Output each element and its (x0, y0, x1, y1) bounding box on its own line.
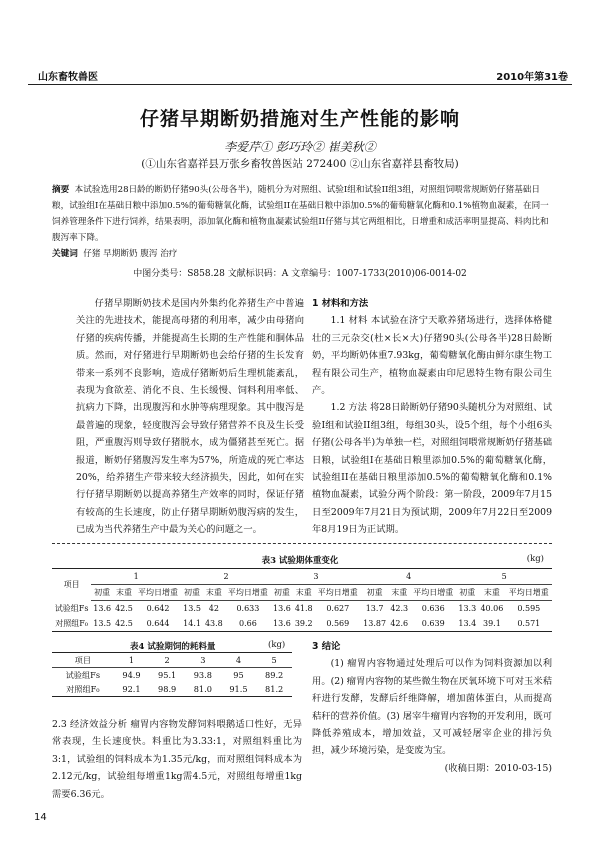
issue-info: 2010年第31卷 (496, 72, 568, 83)
article-title: 仔猪早期断奶措施对生产性能的影响 (139, 108, 460, 130)
table-cell: 13.6 (93, 604, 112, 613)
table-cell: 42.6 (388, 616, 410, 632)
table-cell: 13.5 (183, 604, 201, 613)
page-number: 14 (34, 812, 47, 823)
table-cell: 41.8 (294, 604, 313, 613)
conclusion-section (312, 638, 552, 777)
table3-subheader: 初重 (91, 585, 113, 601)
table3-subheader: 平均日增重 (225, 585, 271, 601)
table-cell: 42.3 (390, 604, 409, 613)
table-cell: 95.1 (158, 670, 177, 680)
table4-header: 5 (256, 653, 292, 668)
keywords-text: 仔猪 早期断奶 腹泻 治疗 (83, 249, 178, 259)
classification-line: 中图分类号：S858.28 文献标识码：A 文章编号：1007-1733(2010)06-0014-02 (133, 269, 467, 279)
table3-subheader: 末重 (388, 585, 410, 601)
table-cell: 91.5 (221, 682, 257, 697)
abstract-text: 本试验选用28日龄的断奶仔猪90头(公母各半)，随机分为对照组、试验I组和试验II组3组，对照组饲喂常规断奶仔猪基础日粮，试验组I在基础日粮中添加0.5%的葡萄糖氧化酶，试验组II在基础日粮中添加0.5%的葡萄糖氧化酶和0.1%植物血凝素，在同一饲养管理条件下进行饲养，结果表明，添加氧化酶和植物血凝素试验组II仔猪与其它两组相比，日增重和成活率明显提高、料肉比和腹泻率下降。 (52, 185, 549, 243)
table3-subheader: 平均日增重 (135, 585, 181, 601)
table3-group: 1 (91, 569, 181, 585)
table-cell: 0.636 (421, 604, 445, 613)
section-divider (52, 543, 552, 544)
journal-name: 山东畜牧兽医 (38, 72, 98, 83)
keywords-label: 关键词 (52, 249, 78, 259)
table-cell: 40.06 (480, 604, 504, 613)
table-row (52, 668, 292, 683)
table3-subheader: 初重 (456, 585, 478, 601)
table4-header: 项目 (52, 653, 114, 668)
table-cell: 92.1 (114, 682, 150, 697)
intro-paragraph: 仔猪早期断奶技术是国内外集约化养猪生产中普遍关注的先进技术，能提高母猪的利用率，减少由母猪向仔猪的疾病传播，并能提高生长期的生产性能和胴体品质。然而，对仔猪进行早期断奶也会给仔猪的生长发育带来一系列不良影响，造成仔猪断奶后生理机能紊乱，表现为食欲差、消化不良、生长缓慢、饲料利用率低、抗病力下降，出现腹泻和水肿等病理现象。其中腹泻是最普遍的现象，轻度腹泻会导致仔猪营养不良及生长受阻，严重腹泻则导致仔猪脱水，成为僵猪甚至死亡。据报道，断奶仔猪腹泻发生率为57%，所造成的死亡率达20%，给养猪生产带来较大经济损失，因此，如何在实行仔猪早期断奶以提高养猪生产效率的同时，保证仔猪有较高的生长速度，防止仔猪早期断奶腹泻病的发生，已成为当代养猪生产中最为关心的问题之一。 (76, 298, 304, 536)
methods-heading: 1 材料和方法 (312, 298, 369, 309)
table-cell: 0.644 (135, 616, 181, 632)
running-header (28, 68, 572, 84)
table3-row-header: 项目 (52, 569, 91, 601)
table-cell: 13.87 (361, 616, 388, 632)
table-row (52, 616, 552, 632)
table-cell: 81.0 (185, 682, 221, 697)
methods-column (312, 295, 552, 539)
table3-row-label: 对照组F₀ (52, 616, 91, 632)
table3-subheader: 初重 (361, 585, 388, 601)
table4-header: 1 (114, 653, 150, 668)
table-cell: 0.627 (326, 604, 350, 613)
table-cell: 43.8 (203, 616, 225, 632)
table3-group: 4 (361, 569, 456, 585)
table4-caption: 表4 试验期饲的耗料量 (130, 642, 216, 652)
abstract-label: 摘要 (52, 185, 70, 195)
table-cell: 0.595 (517, 604, 541, 613)
table3-group: 3 (271, 569, 361, 585)
conclusion-heading: 3 结论 (312, 641, 341, 652)
table-cell: 42.5 (115, 604, 133, 613)
table4-row-label: 对照组F₀ (52, 682, 114, 697)
table4-row-label: 试验组Fs (65, 669, 101, 680)
table3 (52, 568, 552, 632)
table-cell: 13.7 (365, 604, 384, 613)
table-row (52, 601, 552, 617)
table-cell: 0.569 (315, 616, 361, 632)
table3-row-label: 试验组Fs (54, 603, 89, 613)
table4-header: 3 (185, 653, 221, 668)
table-cell: 93.8 (193, 670, 212, 680)
table3-subheader: 初重 (271, 585, 293, 601)
method-paragraph: 1.2 方法 将28日龄断奶仔猪90头随机分为对照组、试验I组和试验II组3组，每组30头，设5个组，每个小组6头仔猪(公母各半)为单独一栏，对照组饲喂常规断奶仔猪基础日粮，试验组I在基础日粮里添加0.5%的葡萄糖氧化酶，试验组II在基础日粮里添加0.5%的葡萄糖氧化酶和0.1%植物血凝素，试验分两个阶段：第一阶段，2009年7月15日至2009年7月21日为预试期，2009年7月22日至2009年8月19日为正试期。 (312, 402, 552, 536)
received-date: (收稿日期：2010-03-15) (444, 762, 552, 774)
table3-subheader: 末重 (203, 585, 225, 601)
table3-subheader: 平均日增重 (315, 585, 361, 601)
table3-subheader: 初重 (181, 585, 203, 601)
table3-group: 2 (181, 569, 271, 585)
table-cell: 13.5 (91, 616, 113, 632)
table-cell: 14.1 (181, 616, 203, 632)
table-cell: 39.2 (293, 616, 315, 632)
table-cell: 13.3 (458, 604, 477, 613)
keywords (52, 246, 552, 262)
table-cell: 94.9 (122, 670, 141, 680)
affiliation: (①山东省嘉祥县万张乡畜牧兽医站 272400 ②山东省嘉祥县畜牧局) (141, 158, 459, 170)
table4-header: 4 (221, 653, 257, 668)
table3-subheader: 末重 (113, 585, 135, 601)
table3-group: 5 (456, 569, 552, 585)
benefit-paragraph: 2.3 经济效益分析 瘤胃内容物发酵饲料喂鹅适口性好，无异常表现，生长速度快。料重比为3.33:1，对照组料重比为3:1，试验组的饲料成本为1.35元/kg，而对照组饲料成本为2.12元/kg，试验组每增重1kg需4.5元，对照组每增重1kg需要6.36元。 (52, 719, 302, 800)
table4-unit: (kg) (268, 640, 286, 650)
table3-subheader: 平均日增重 (410, 585, 456, 601)
table3-subheader: 平均日增重 (506, 585, 552, 601)
table4 (52, 652, 292, 697)
table4-header: 2 (149, 653, 185, 668)
table-cell: 13.4 (456, 616, 478, 632)
table-cell: 13.6 (273, 604, 291, 613)
table-cell: 0.633 (236, 604, 260, 613)
table-cell: 0.66 (225, 616, 271, 632)
table3-subheader: 末重 (478, 585, 505, 601)
table-cell: 42 (208, 604, 219, 613)
abstract (52, 182, 552, 246)
conclusion-paragraph: (1) 瘤胃内容物通过处理后可以作为饲料资源加以利用。(2) 瘤胃内容物的某些微生物在厌氧环境下可对玉米秸秆进行发酵，发酵后纤维降解，增加菌体蛋白，从而提高秸秆的营养价值。(3) 屠宰牛瘤胃内容物的开发利用，既可降低养殖成本，增加效益，又可减轻屠宰企业的排污负担，减少环境污染，是变废为宝。 (312, 658, 552, 757)
table-cell: 0.571 (506, 616, 552, 632)
authors: 李爱芹① 彭巧玲② 崔美秋② (224, 140, 376, 154)
table-cell: 95 (233, 670, 244, 680)
materials-paragraph: 1.1 材料 本试验在济宁天歌养猪场进行，选择体格健壮的三元杂交(杜×长×大)仔猪90头(公母各半)28日龄断奶，平均断奶体重7.93kg，葡萄糖氧化酶由鲜尔康生物工程有限公司生产，植物血凝素由印尼恩特生物有限公司生产。 (312, 315, 552, 397)
table3-caption: 表3 试验期体重变化 (261, 556, 339, 566)
table-cell: 81.2 (256, 682, 292, 697)
table-cell: 13.6 (271, 616, 293, 632)
table-cell: 39.1 (478, 616, 505, 632)
table-cell: 0.639 (410, 616, 456, 632)
table3-subheader: 末重 (293, 585, 315, 601)
table-row (52, 682, 292, 697)
table-cell: 89.2 (265, 670, 284, 680)
benefit-section (52, 716, 302, 803)
table-cell: 0.642 (146, 604, 170, 613)
table-cell: 98.9 (149, 682, 185, 697)
header-rule (28, 84, 572, 85)
table3-unit: (kg) (526, 554, 544, 564)
table-cell: 42.5 (113, 616, 135, 632)
intro-column (76, 295, 304, 539)
